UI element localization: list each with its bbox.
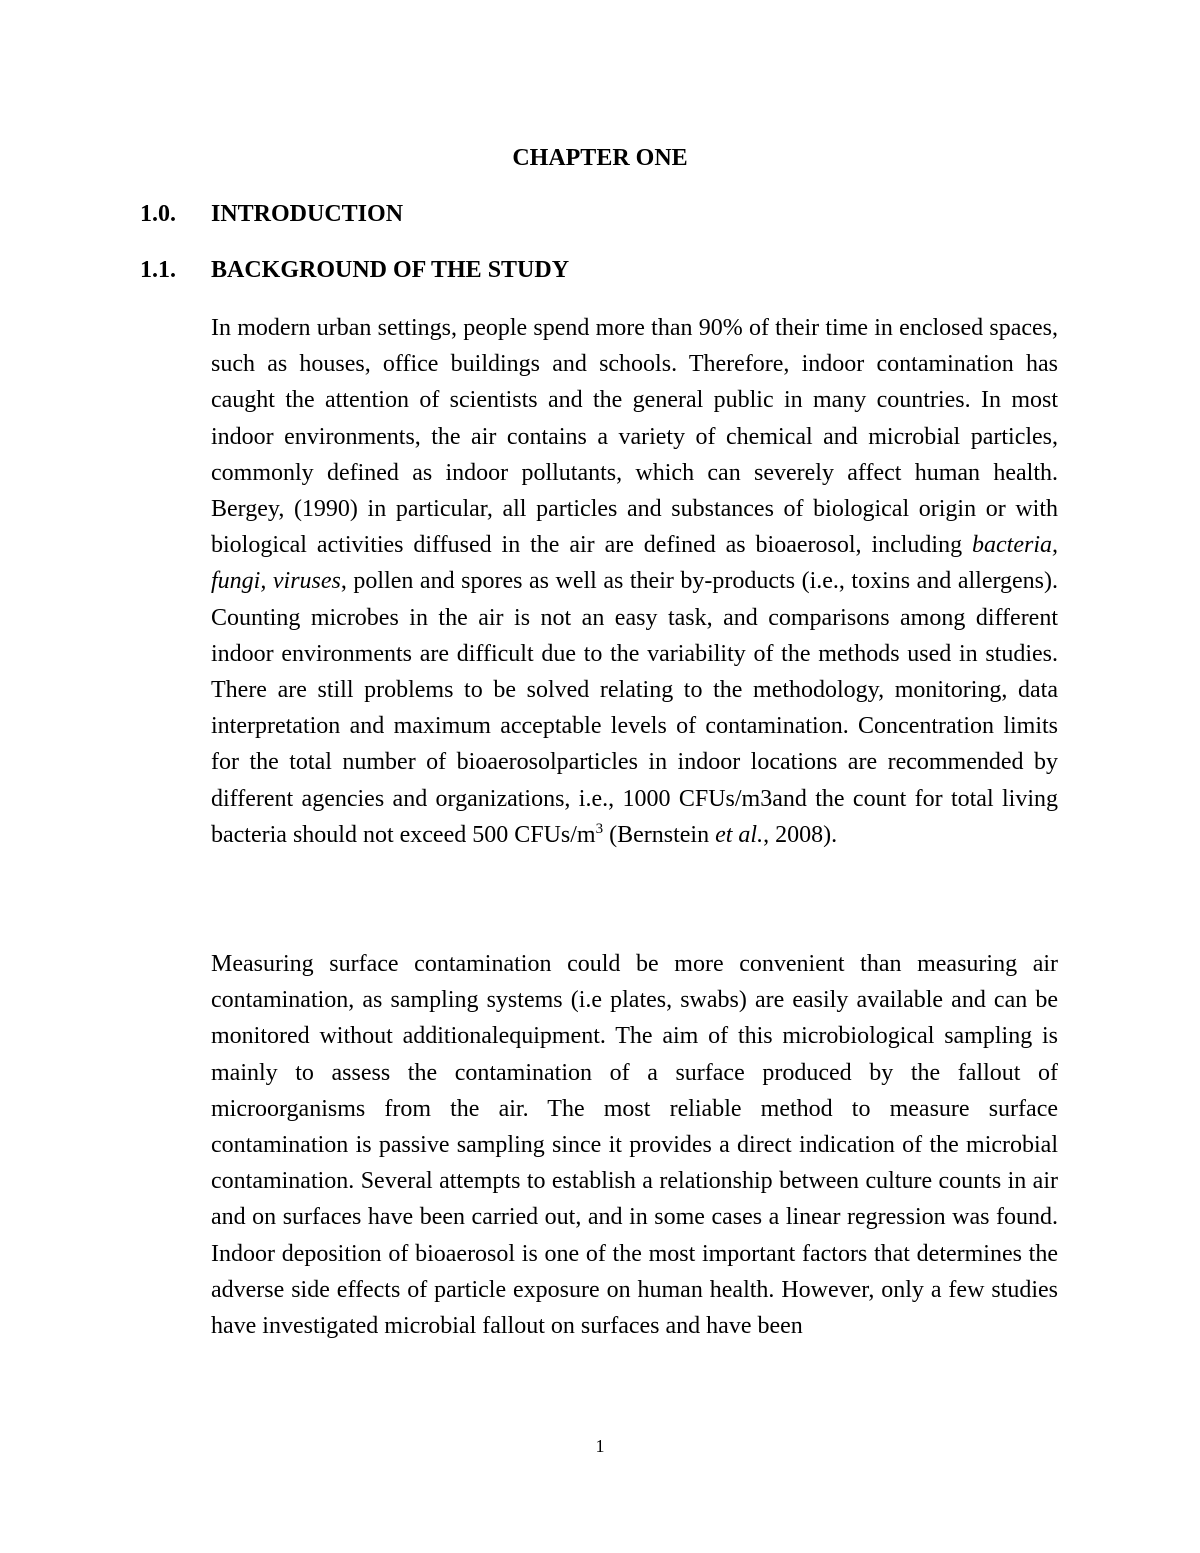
section-number: 1.1. <box>140 257 176 283</box>
section-number: 1.0. <box>140 201 176 227</box>
section-heading-introduction <box>140 200 403 228</box>
paragraph-text: , 2008). <box>763 821 838 848</box>
body-paragraph-1 <box>211 310 1058 853</box>
section-title: INTRODUCTION <box>211 201 404 227</box>
italic-organisms: bacteria, fungi, viruses <box>211 532 1058 595</box>
superscript: 3 <box>595 820 604 837</box>
section-title: BACKGROUND OF THE STUDY <box>211 257 570 283</box>
page-number: 1 <box>595 1436 605 1456</box>
paragraph-text: , pollen and spores as well as their by-products (i.e., toxins and allergens). Counting microbes in the air is not an easy task, and comparisons among different indoor environments are difficult due to the variability of the methods used in studies. There are still problems to be solved relating to the methodology, monitoring, data interpretation and maximum acceptable levels of contamination. Concentration limits for the total number of bioaerosolparticles in indoor locations are recommended by different agencies and organizations, i.e., 1000 CFUs/m3and the count for total living bacteria should not exceed 500 CFUs/m <box>211 568 1059 848</box>
paragraph-text: (Bernstein <box>603 821 716 848</box>
body-paragraph-2: Measuring surface contamination could be more convenient than measuring air contamination, as sampling systems (i.e plates, swabs) are easily available and can be monitored without additionalequipment. The aim of this microbiological sampling is mainly to assess the contamination of a surface produced by the fallout of microorganisms from the air. The most reliable method to measure surface contamination is passive sampling since it provides a direct indication of the microbial contamination. Several attempts to establish a relationship between culture counts in air and on surfaces have been carried out, and in some cases a linear regression was found. Indoor deposition of bioaerosol is one of the most important factors that determines the adverse side effects of particle exposure on human health. However, only a few studies have investigated microbial fallout on surfaces and have been <box>211 951 1058 1340</box>
paragraph-text: In modern urban settings, people spend more than 90% of their time in enclosed spaces, such as houses, office buildings and schools. Therefore, indoor contamination has caught the attention of scientists and the general public in many countries. In most indoor environments, the air contains a variety of chemical and microbial particles, commonly defined as indoor pollutants, which can severely affect human health. Bergey, (1990) in particular, all particles and substances of biological origin or with biological activities diffused in the air are defined as bioaerosol, including <box>211 315 1058 559</box>
chapter-title: CHAPTER ONE <box>512 145 688 171</box>
section-heading-background <box>140 256 569 284</box>
italic-citation: et al. <box>715 821 764 848</box>
